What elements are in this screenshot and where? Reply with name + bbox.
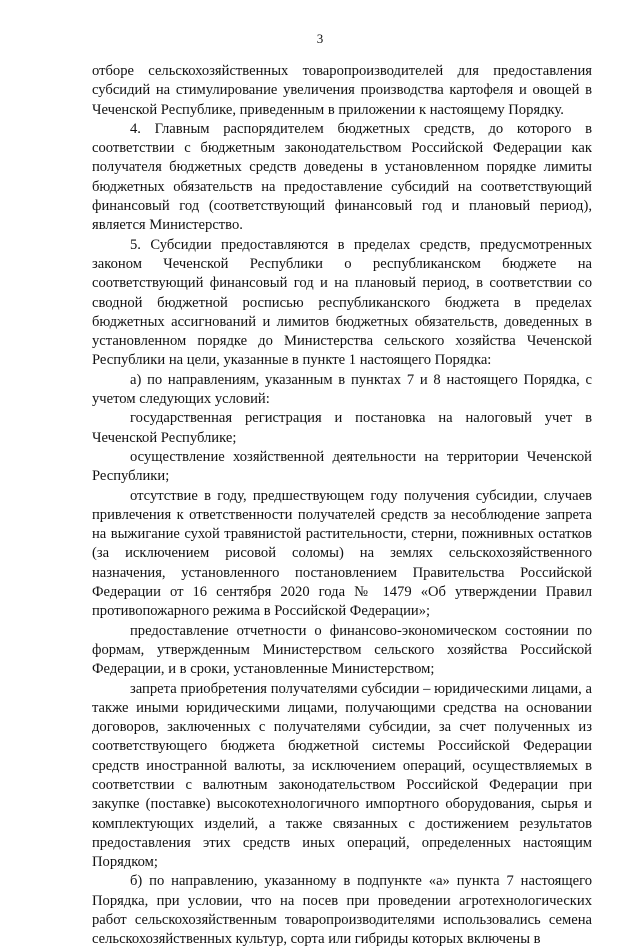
- paragraph-condition-currency: запрета приобретения получателями субсидии – юридическими лицами, а также иными юридическими лицами, получающими средства на основании договоров, заключенных с получателями субсидии, за счет полученных из соответствующего бюджета бюджетной системы Российской Федерации средств иностранной валюты, за исключением операций, осуществляемых в соответствии с валютным законодательством Российской Федерации при закупке (поставке) высокотехнологичного импортного оборудования, сырья и комплектующих изделий, а также связанных с достижением результатов предоставления этих средств иных операций, определенных настоящим Порядком;: [92, 680, 592, 871]
- document-body: [92, 62, 592, 950]
- paragraph-condition-reporting: предоставление отчетности о финансово-экономическом состоянии по формам, утвержденным Министерством сельского хозяйства Российской Федерации, и в сроки, установленные Министерством;: [92, 622, 592, 678]
- paragraph-condition-registration: государственная регистрация и постановка на налоговый учет в Чеченской Республике;: [92, 410, 592, 446]
- paragraph-continuation: отборе сельскохозяйственных товаропроизводителей для предоставления субсидий на стимулирование увеличения производства картофеля и овощей в Чеченской Республике, приведенным в приложении к настоящему Порядку.: [92, 63, 592, 118]
- paragraph-condition-burning: отсутствие в году, предшествующем году получения субсидии, случаев привлечения к ответственности получателей средств за несоблюдение запрета на выжигание сухой травянистой растительности, стерни, пожнивных остатков (за исключением рисовой соломы) на землях сельскохозяйственного назначения, установленного постановлением Правительства Российской Федерации от 16 сентября 2020 года № 1479 «Об утверждении Правил противопожарного режима в Российской Федерации»;: [92, 487, 592, 620]
- page-number: 3: [316, 31, 324, 46]
- paragraph-subitem-b: б) по направлению, указанному в подпункте «а» пункта 7 настоящего Порядка, при условии, что на посев при проведении агротехнологических работ сельскохозяйственным товаропроизводителями использовались семена сельскохозяйственных культур, сорта или гибриды которых включены в: [92, 873, 592, 948]
- paragraph-condition-activity: осуществление хозяйственной деятельности на территории Чеченской Республики;: [92, 448, 592, 485]
- paragraph-item-5: 5. Субсидии предоставляются в пределах средств, предусмотренных законом Чеченской Республики о республиканском бюджете на соответствующий финансовый год и на плановый период, в соответствии со сводной бюджетной росписью республиканского бюджета в пределах бюджетных ассигнований и лимитов бюджетных обязательств, доведенных в установленном порядке до Министерства сельского хозяйства Чеченской Республики на цели, указанные в пункте 1 настоящего Порядка:: [92, 236, 592, 369]
- paragraph-item-4: 4. Главным распорядителем бюджетных средств, до которого в соответствии с бюджетным законодательством Российской Федерации как получателя бюджетных средств доведены в установленном порядке лимиты бюджетных обязательств на предоставление субсидий на соответствующий финансовый год (соответствующий финансовый год и плановый период), является Министерство.: [92, 120, 592, 234]
- paragraph-subitem-a: а) по направлениям, указанным в пунктах 7 и 8 настоящего Порядка, с учетом следующих условий:: [92, 371, 592, 408]
